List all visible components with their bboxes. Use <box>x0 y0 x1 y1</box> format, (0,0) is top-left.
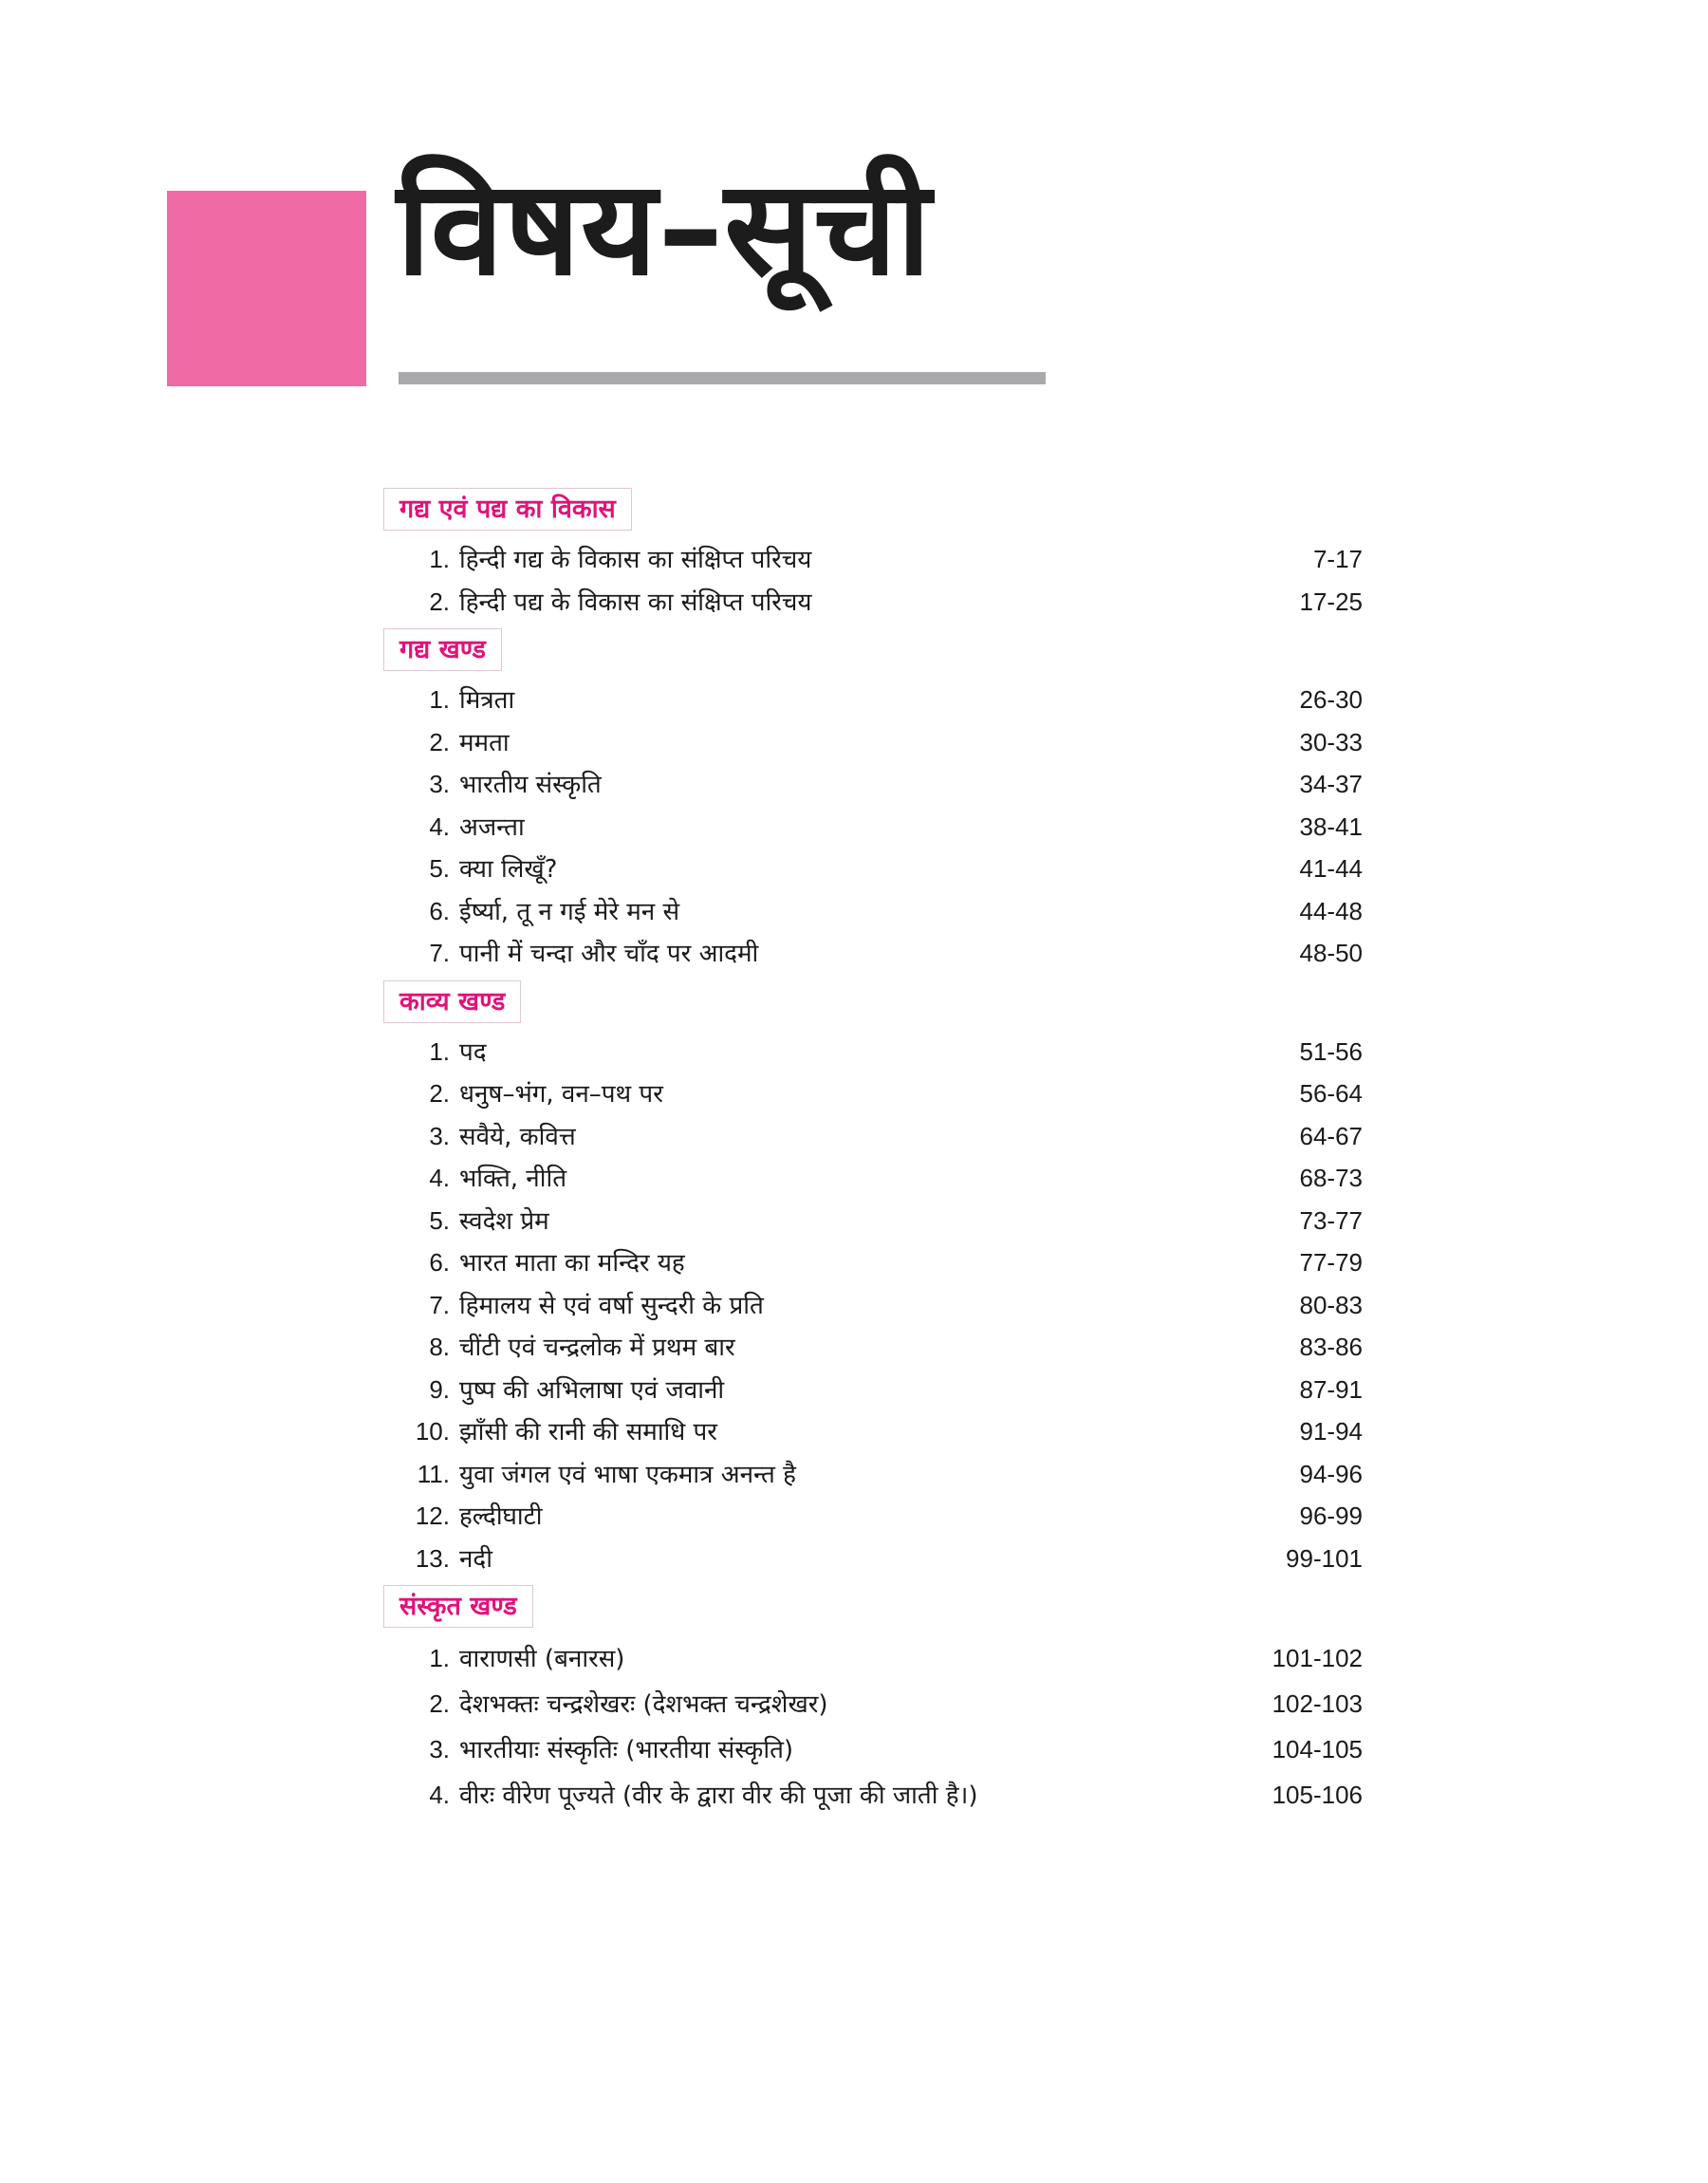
toc-entry[interactable] <box>383 932 1363 975</box>
entry-title: नदी <box>459 1544 492 1574</box>
entry-title: हिन्दी गद्य के विकास का संक्षिप्त परिचय <box>459 546 812 574</box>
toc-entry[interactable] <box>383 1538 1363 1580</box>
entry-pages: 34-37 <box>1299 770 1363 798</box>
entry-title: युवा जंगल एवं भाषा एकमात्र अनन्त है <box>459 1460 796 1489</box>
entry-title: झाँसी की रानी की समाधि पर <box>459 1418 717 1446</box>
entry-pages: 101-102 <box>1272 1644 1363 1672</box>
toc-section-gadya-khand <box>383 628 1363 975</box>
entry-number: 9. <box>429 1374 450 1404</box>
page-title: विषय–सूची <box>397 152 932 305</box>
entry-title: मित्रता <box>459 686 515 715</box>
toc-entry[interactable] <box>383 848 1363 890</box>
entry-number: 8. <box>429 1333 450 1361</box>
entry-number: 3. <box>429 1735 450 1763</box>
entry-title: स्वदेश प्रेम <box>459 1206 549 1236</box>
toc-entry[interactable] <box>383 581 1363 624</box>
entry-pages: 87-91 <box>1299 1374 1363 1404</box>
section-entries <box>383 679 1363 975</box>
entry-pages: 102-103 <box>1272 1689 1363 1718</box>
section-entries <box>383 538 1363 623</box>
entry-number: 3. <box>429 1121 450 1150</box>
entry-pages: 38-41 <box>1299 812 1363 841</box>
entry-title: पुष्प की अभिलाषा एवं जवानी <box>459 1375 725 1405</box>
toc-section-gadya-padya-vikas <box>383 488 1363 623</box>
toc-entry[interactable] <box>383 763 1363 806</box>
toc-entry[interactable] <box>383 1681 1363 1726</box>
entry-title: अजन्ता <box>459 812 525 842</box>
entry-title: भारतीय संस्कृति <box>459 771 602 799</box>
entry-number: 2. <box>429 587 450 616</box>
entry-number: 7. <box>429 1290 450 1319</box>
toc-entry[interactable] <box>383 679 1363 721</box>
entry-pages: 56-64 <box>1299 1079 1363 1108</box>
entry-title: वाराणसी (बनारस) <box>459 1645 625 1673</box>
toc-entry[interactable] <box>383 890 1363 933</box>
toc-entry[interactable] <box>383 1635 1363 1681</box>
entry-pages: 91-94 <box>1299 1417 1363 1446</box>
toc-entry[interactable] <box>383 538 1363 581</box>
entry-pages: 94-96 <box>1299 1459 1363 1488</box>
entry-title: भारत माता का मन्दिर यह <box>459 1249 685 1278</box>
entry-pages: 104-105 <box>1272 1735 1363 1763</box>
entry-pages: 83-86 <box>1299 1333 1363 1361</box>
section-entries <box>383 1031 1363 1580</box>
toc-entry[interactable] <box>383 1326 1363 1369</box>
entry-title: ममता <box>459 728 510 757</box>
entry-pages: 17-25 <box>1299 587 1363 616</box>
entry-number: 6. <box>429 896 450 925</box>
entry-number: 4. <box>429 1164 450 1192</box>
entry-title: हिमालय से एवं वर्षा सुन्दरी के प्रति <box>459 1291 764 1320</box>
entry-number: 1. <box>429 685 450 714</box>
entry-number: 1. <box>429 1644 450 1672</box>
entry-pages: 77-79 <box>1299 1248 1363 1277</box>
section-heading: गद्य खण्ड <box>383 628 502 671</box>
entry-pages: 7-17 <box>1312 545 1363 573</box>
entry-title: हल्दीघाटी <box>459 1502 543 1531</box>
title-underline-rule <box>399 372 1046 384</box>
entry-pages: 96-99 <box>1299 1502 1363 1530</box>
entry-title: वीरः वीरेण पूज्यते (वीर के द्वारा वीर की पूजा की जाती है।) <box>459 1782 978 1810</box>
entry-pages: 64-67 <box>1299 1121 1363 1150</box>
entry-number: 2. <box>429 1079 450 1108</box>
entry-title: पानी में चन्दा और चाँद पर आदमी <box>459 940 759 968</box>
toc-entry[interactable] <box>383 1772 1363 1818</box>
entry-number: 5. <box>429 854 450 883</box>
toc-entry[interactable] <box>383 1031 1363 1073</box>
entry-pages: 68-73 <box>1299 1164 1363 1192</box>
entry-pages: 99-101 <box>1286 1543 1363 1573</box>
section-heading: संस्कृत खण्ड <box>383 1585 533 1628</box>
section-entries <box>383 1635 1363 1818</box>
entry-number: 2. <box>429 727 450 756</box>
table-of-contents <box>383 488 1363 1823</box>
entry-title: क्या लिखूँ? <box>459 855 558 884</box>
toc-entry[interactable] <box>383 721 1363 764</box>
entry-number: 13. <box>415 1543 450 1573</box>
toc-section-kavya-khand <box>383 980 1363 1580</box>
entry-pages: 51-56 <box>1299 1036 1363 1066</box>
entry-pages: 30-33 <box>1299 727 1363 756</box>
entry-pages: 26-30 <box>1299 685 1363 714</box>
toc-entry[interactable] <box>383 1726 1363 1772</box>
toc-entry[interactable] <box>383 1157 1363 1200</box>
toc-entry[interactable] <box>383 1495 1363 1538</box>
entry-title: सवैये, कवित्त <box>459 1122 576 1151</box>
entry-pages: 44-48 <box>1299 896 1363 925</box>
toc-entry[interactable] <box>383 1200 1363 1242</box>
entry-pages: 48-50 <box>1299 939 1363 967</box>
toc-section-sanskrit-khand <box>383 1585 1363 1818</box>
entry-number: 2. <box>429 1689 450 1718</box>
toc-entry[interactable] <box>383 806 1363 849</box>
entry-number: 11. <box>417 1459 450 1488</box>
entry-pages: 80-83 <box>1299 1290 1363 1319</box>
toc-entry[interactable] <box>383 1073 1363 1115</box>
toc-entry[interactable] <box>383 1369 1363 1411</box>
entry-number: 7. <box>429 939 450 967</box>
entry-pages: 41-44 <box>1299 854 1363 883</box>
entry-title: चींटी एवं चन्द्रलोक में प्रथम बार <box>459 1334 735 1362</box>
toc-entry[interactable] <box>383 1284 1363 1327</box>
entry-number: 6. <box>429 1248 450 1277</box>
toc-entry[interactable] <box>383 1241 1363 1284</box>
entry-number: 1. <box>429 545 450 573</box>
entry-title: धनुष–भंग, वन–पथ पर <box>459 1080 663 1109</box>
entry-pages: 73-77 <box>1299 1205 1363 1235</box>
entry-title: ईर्ष्या, तू न गई मेरे मन से <box>459 897 680 926</box>
entry-number: 4. <box>429 812 450 841</box>
entry-number: 3. <box>429 770 450 798</box>
title-accent-block <box>167 191 366 386</box>
section-heading: काव्य खण्ड <box>383 980 521 1023</box>
section-heading: गद्य एवं पद्य का विकास <box>383 488 632 531</box>
entry-number: 1. <box>429 1036 450 1066</box>
toc-entry[interactable] <box>383 1115 1363 1158</box>
entry-number: 5. <box>429 1205 450 1235</box>
entry-title: भक्ति, नीति <box>459 1165 567 1193</box>
entry-title: हिन्दी पद्य के विकास का संक्षिप्त परिचय <box>459 588 812 617</box>
entry-number: 10. <box>415 1417 450 1446</box>
entry-title: देशभक्तः चन्द्रशेखरः (देशभक्त चन्द्रशेखर) <box>459 1690 828 1719</box>
toc-entry[interactable] <box>383 1410 1363 1453</box>
toc-entry[interactable] <box>383 1453 1363 1496</box>
entry-title: भारतीयाः संस्कृतिः (भारतीया संस्कृति) <box>459 1736 794 1764</box>
entry-pages: 105-106 <box>1272 1781 1363 1809</box>
entry-title: पद <box>459 1037 487 1067</box>
entry-number: 12. <box>415 1502 450 1530</box>
entry-number: 4. <box>429 1781 450 1809</box>
